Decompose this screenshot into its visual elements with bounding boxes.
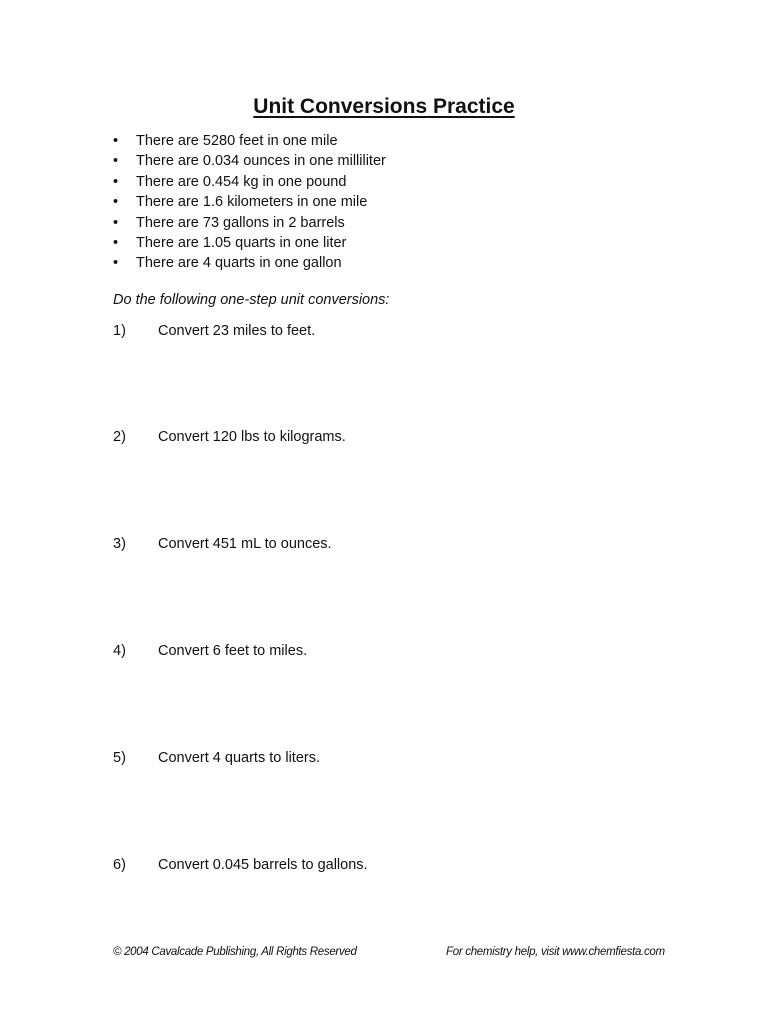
bullet-icon: • — [113, 133, 119, 149]
fact-text: There are 73 gallons in 2 barrels — [136, 214, 345, 231]
fact-text: There are 0.454 kg in one pound — [136, 173, 347, 190]
problem-text: Convert 6 feet to miles. — [158, 643, 308, 659]
footer-copyright: © 2004 Cavalcade Publishing, All Rights Reserved — [113, 946, 357, 958]
problem-6 — [113, 854, 713, 876]
page-title: Unit Conversions Practice — [253, 95, 515, 118]
fact-text: There are 1.6 kilometers in one mile — [136, 194, 368, 211]
problem-3 — [113, 533, 713, 555]
fact-text: There are 1.05 quarts in one liter — [136, 234, 347, 251]
fact-item — [113, 131, 386, 151]
problem-text: Convert 23 miles to feet. — [158, 323, 316, 339]
fact-item — [113, 213, 386, 233]
conversion-facts-list — [113, 131, 386, 274]
problem-2 — [113, 426, 713, 448]
bullet-icon: • — [113, 173, 119, 190]
footer-help-link: For chemistry help, visit www.chemfiesta.com — [446, 946, 665, 958]
problem-number: 5) — [113, 750, 126, 766]
problem-number: 6) — [113, 857, 126, 873]
fact-text: There are 4 quarts in one gallon — [136, 255, 342, 272]
fact-item — [113, 233, 386, 253]
problem-number: 1) — [113, 323, 126, 339]
problem-text: Convert 451 mL to ounces. — [158, 536, 332, 552]
problem-number: 2) — [113, 429, 126, 445]
problem-text: Convert 0.045 barrels to gallons. — [158, 857, 368, 873]
fact-item — [113, 172, 386, 192]
fact-item — [113, 253, 386, 273]
bullet-icon: • — [113, 255, 119, 272]
instructions: Do the following one-step unit conversions: — [113, 292, 390, 308]
problem-number: 3) — [113, 536, 126, 552]
bullet-icon: • — [113, 214, 119, 231]
bullet-icon: • — [113, 234, 119, 251]
problem-4 — [113, 640, 713, 662]
bullet-icon: • — [113, 194, 119, 211]
fact-text: There are 0.034 ounces in one milliliter — [136, 153, 386, 170]
problem-5 — [113, 747, 713, 769]
problem-number: 4) — [113, 643, 126, 659]
bullet-icon: • — [113, 153, 119, 170]
fact-item — [113, 192, 386, 212]
fact-item — [113, 151, 386, 171]
fact-text: There are 5280 feet in one mile — [136, 133, 338, 149]
problem-text: Convert 4 quarts to liters. — [158, 750, 320, 766]
problem-1 — [113, 320, 713, 342]
problem-text: Convert 120 lbs to kilograms. — [158, 429, 346, 445]
